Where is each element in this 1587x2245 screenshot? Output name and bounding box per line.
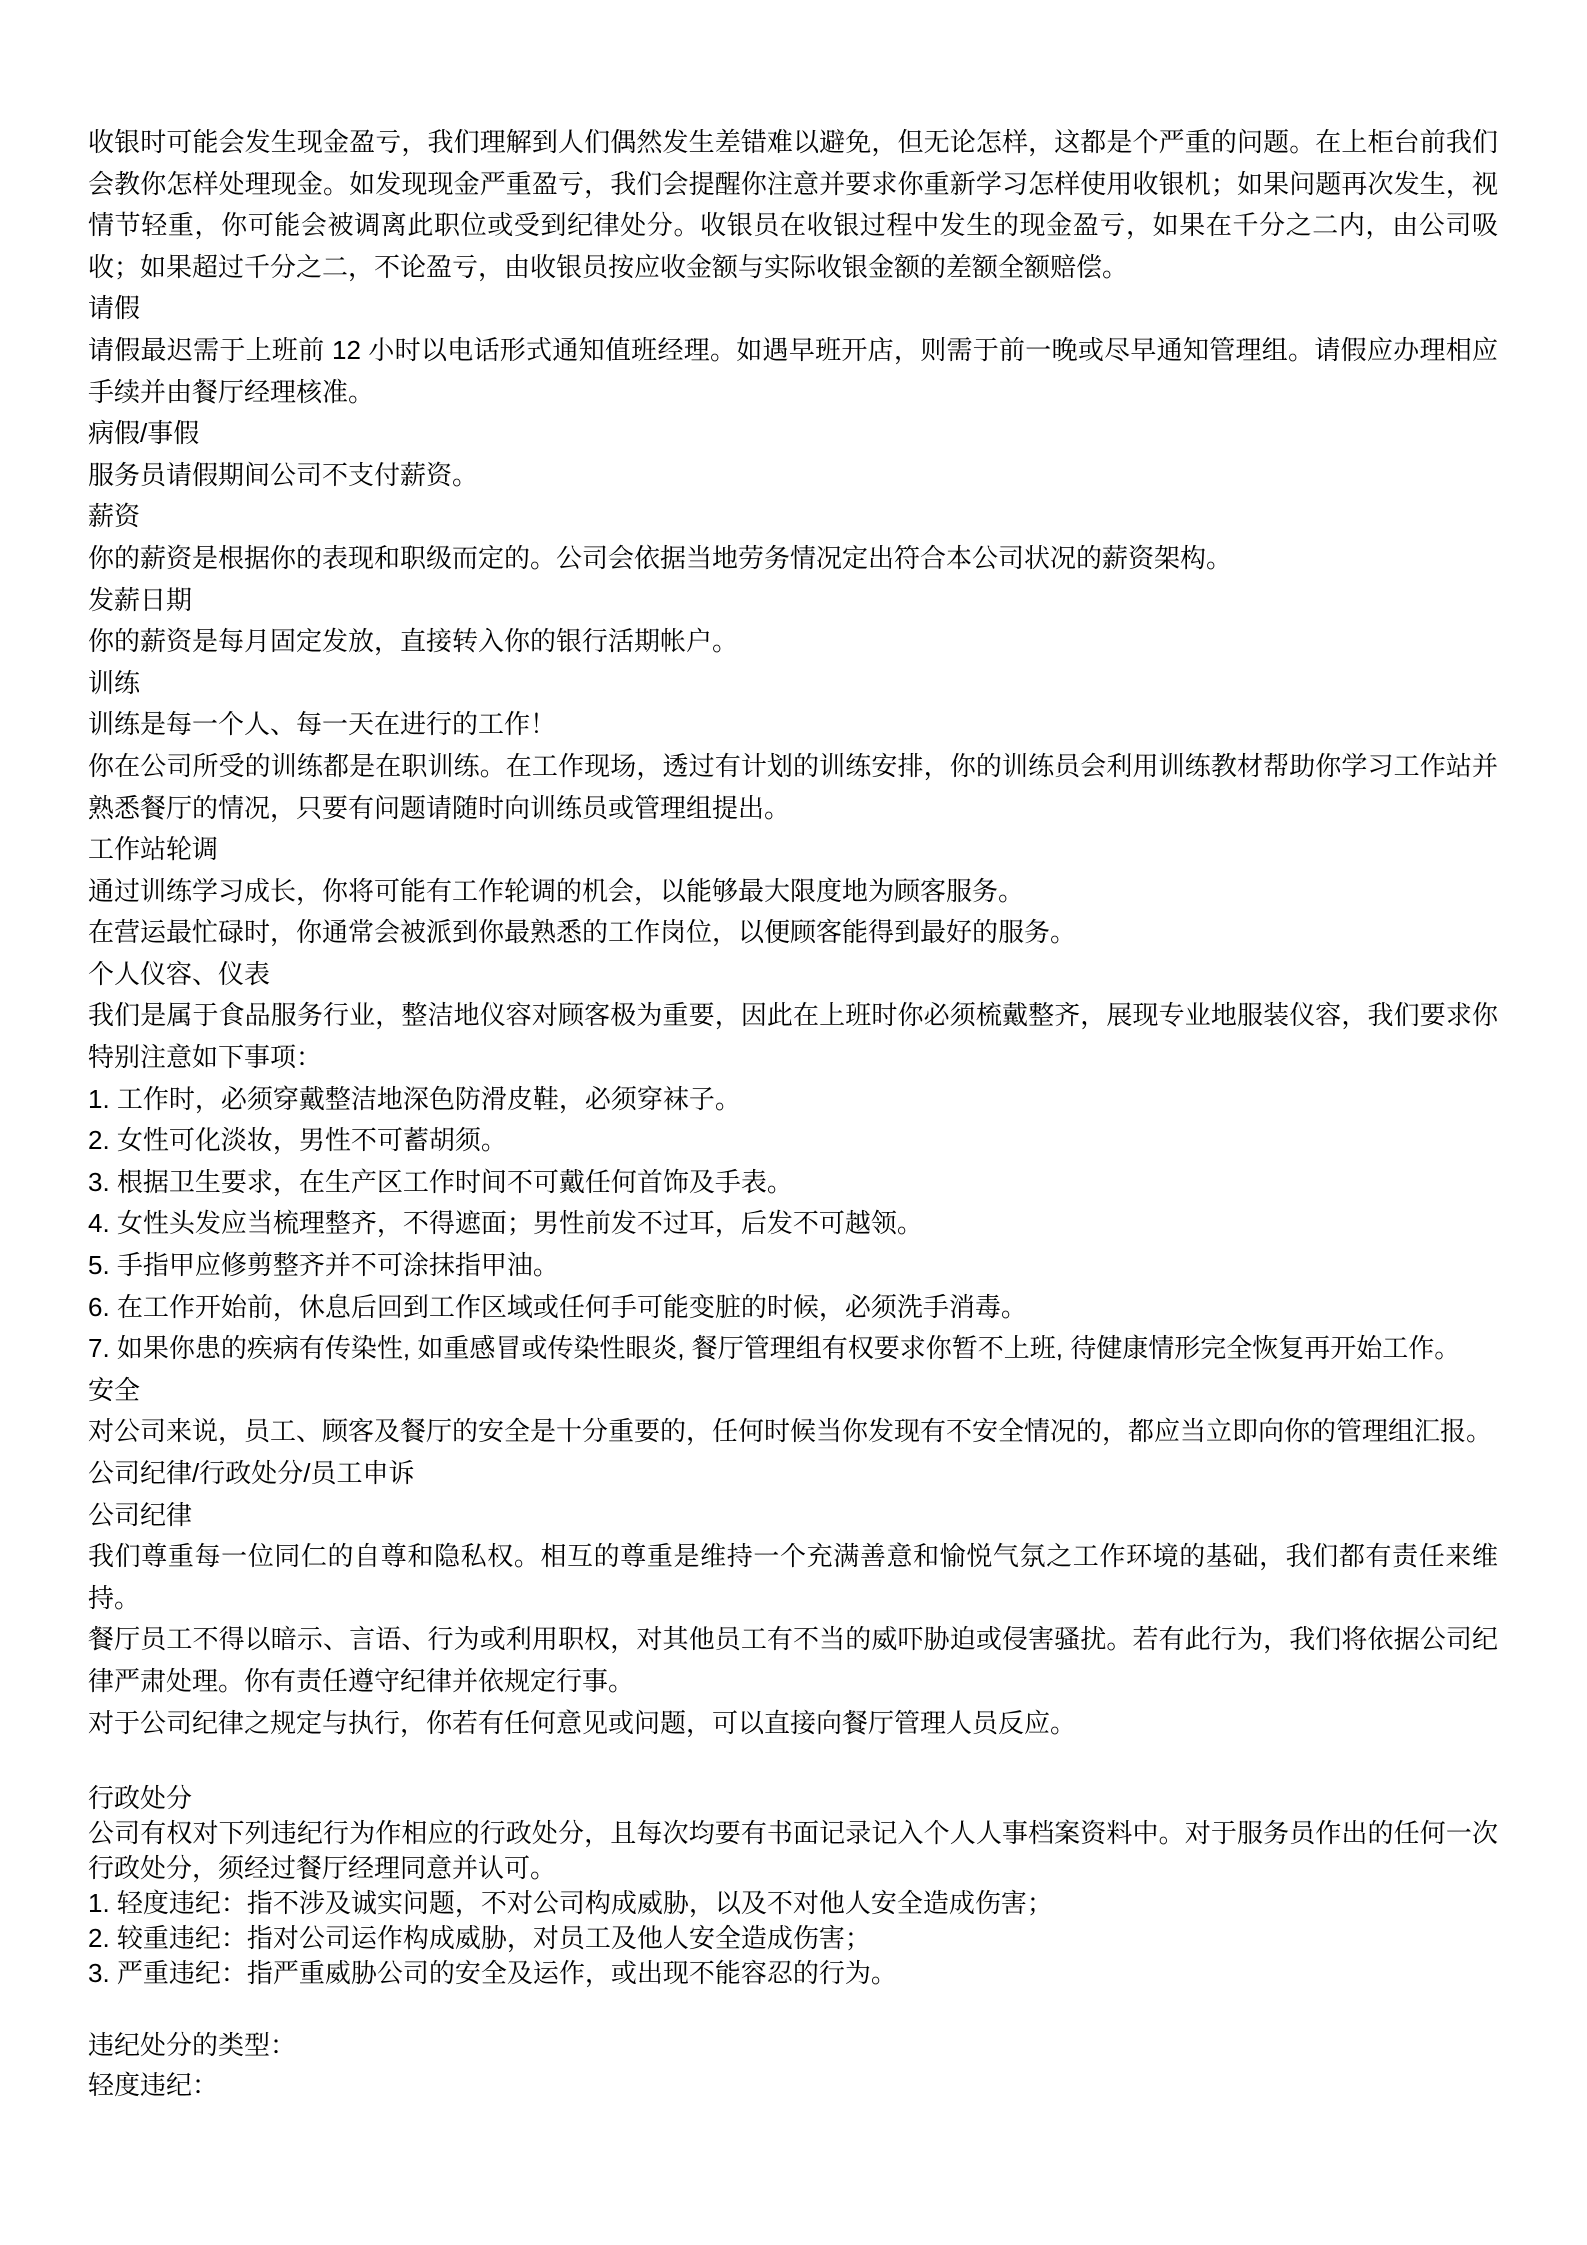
paragraph-salary: 你的薪资是根据你的表现和职级而定的。公司会依据当地劳务情况定出符合本公司状况的薪资架构。 <box>88 542 1233 573</box>
heading-personal-grooming: 个人仪容、仪表 <box>88 958 271 989</box>
paragraph-violation-types-label: 违纪处分的类型： <box>88 2030 297 2061</box>
heading-company-discipline: 公司纪律 <box>88 1499 193 1530</box>
paragraph-harassment: 餐厅员工不得以暗示、言语、行为或利用职权，对其他员工有不当的威吓胁迫或侵害骚扰。若有此行为，我们将依据公司纪律严肃处理。你有责任遵守纪律并依规定行事。 <box>88 1624 1498 1696</box>
heading-leave-request: 请假 <box>88 293 141 324</box>
paragraph-rotation-growth: 通过训练学习成长，你将可能有工作轮调的机会，以能够最大限度地为顾客服务。 <box>88 875 1025 906</box>
paragraph-mutual-respect: 我们尊重每一位同仁的自尊和隐私权。相互的尊重是维持一个充满善意和愉悦气氛之工作环境的基础，我们都有责任来维持。 <box>88 1541 1498 1613</box>
heading-payday: 发薪日期 <box>88 584 193 615</box>
list-item-violation-moderate: 2. 较重违纪：指对公司运作构成威胁，对员工及他人安全造成伤害； <box>88 1923 871 1954</box>
heading-sick-personal-leave: 病假/事假 <box>88 418 200 449</box>
list-item-grooming-3: 3. 根据卫生要求，在生产区工作时间不可戴任何首饰及手表。 <box>88 1166 793 1197</box>
paragraph-leave-request: 请假最迟需于上班前 12 小时以电话形式通知值班经理。如遇早班开店，则需于前一晚或尽早通知管理组。请假应办理相应手续并由餐厅经理核准。 <box>88 334 1498 407</box>
blank-spacer <box>88 1991 1498 2025</box>
paragraph-discipline-feedback: 对于公司纪律之规定与执行，你若有任何意见或问题，可以直接向餐厅管理人员反应。 <box>88 1707 1077 1738</box>
list-item-grooming-1: 1. 工作时，必须穿戴整洁地深色防滑皮鞋，必须穿袜子。 <box>88 1083 741 1114</box>
list-item-grooming-6: 6. 在工作开始前，休息后回到工作区域或任何手可能变脏的时候，必须洗手消毒。 <box>88 1291 1027 1322</box>
heading-station-rotation: 工作站轮调 <box>88 834 219 865</box>
paragraph-cash-discrepancy: 收银时可能会发生现金盈亏，我们理解到人们偶然发生差错难以避免，但无论怎样，这都是个严重的问题。在上柜台前我们会教你怎样处理现金。如发现现金严重盈亏，我们会提醒你注意并要求你重新学习怎样使用收银机；如果问题再次发生，视情节轻重，你可能会被调离此职位或受到纪律处分。收银员在收银过程中发生的现金盈亏，如果在千分之二内，由公司吸收；如果超过千分之二，不论盈亏，由收银员按应收金额与实际收银金额的差额全额赔偿。 <box>88 127 1498 282</box>
heading-salary: 薪资 <box>88 501 141 532</box>
list-item-grooming-5: 5. 手指甲应修剪整齐并不可涂抹指甲油。 <box>88 1250 559 1281</box>
paragraph-training-detail: 你在公司所受的训练都是在职训练。在工作现场，透过有计划的训练安排，你的训练员会利用训练教材帮助你学习工作站并熟悉餐厅的情况，只要有问题请随时向训练员或管理组提出。 <box>88 750 1498 823</box>
list-item-grooming-2: 2. 女性可化淡妆，男性不可蓄胡须。 <box>88 1125 507 1156</box>
blank-spacer <box>88 1744 1498 1781</box>
heading-admin-penalty: 行政处分 <box>88 1783 193 1814</box>
list-item-violation-severe: 3. 严重违纪：指严重威胁公司的安全及运作，或出现不能容忍的行为。 <box>88 1958 897 1989</box>
paragraph-rotation-busy: 在营运最忙碌时，你通常会被派到你最熟悉的工作岗位，以便顾客能得到最好的服务。 <box>88 917 1077 948</box>
paragraph-grooming-intro: 我们是属于食品服务行业，整洁地仪容对顾客极为重要，因此在上班时你必须梳戴整齐，展现专业地服装仪容，我们要求你特别注意如下事项： <box>88 1000 1498 1073</box>
paragraph-admin-penalty: 公司有权对下列违纪行为作相应的行政处分，且每次均要有书面记录记入个人人事档案资料中。对于服务员作出的任何一次行政处分，须经过餐厅经理同意并认可。 <box>88 1818 1498 1884</box>
heading-discipline-section: 公司纪律/行政处分/员工申诉 <box>88 1458 415 1488</box>
list-item-grooming-7: 7. 如果你患的疾病有传染性, 如重感冒或传染性眼炎, 餐厅管理组有权要求你暂不上班, 待健康情形完全恢复再开始工作。 <box>88 1333 1461 1364</box>
list-item-violation-minor: 1. 轻度违纪：指不涉及诚实问题，不对公司构成威胁，以及不对他人安全造成伤害； <box>88 1888 1053 1919</box>
paragraph-unpaid-leave: 服务员请假期间公司不支付薪资。 <box>88 459 479 490</box>
heading-training: 训练 <box>88 667 141 698</box>
paragraph-minor-violation-label: 轻度违纪： <box>88 2070 219 2101</box>
paragraph-safety: 对公司来说，员工、顾客及餐厅的安全是十分重要的，任何时候当你发现有不安全情况的，都应当立即向你的管理组汇报。 <box>88 1416 1493 1447</box>
paragraph-payday: 你的薪资是每月固定发放，直接转入你的银行活期帐户。 <box>88 626 739 657</box>
list-item-grooming-4: 4. 女性头发应当梳理整齐，不得遮面；男性前发不过耳，后发不可越领。 <box>88 1208 923 1239</box>
heading-safety: 安全 <box>88 1374 141 1405</box>
paragraph-training-slogan: 训练是每一个人、每一天在进行的工作！ <box>88 709 557 740</box>
